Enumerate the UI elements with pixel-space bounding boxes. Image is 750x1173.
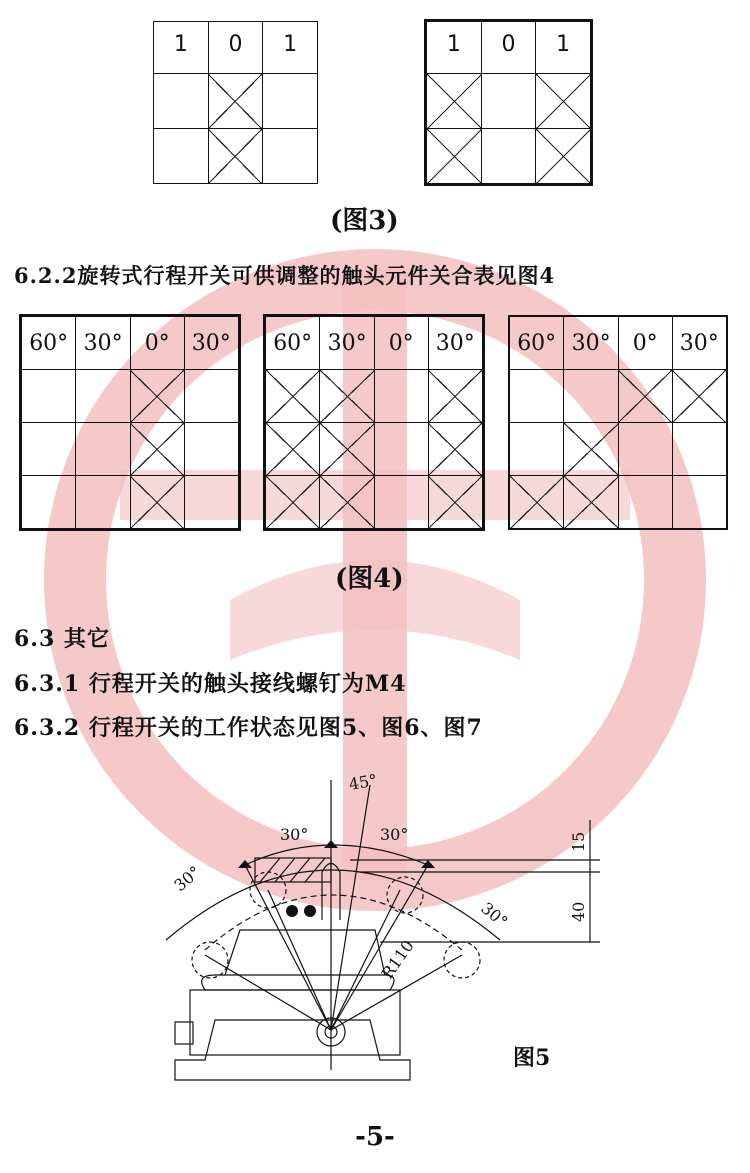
contact-closed-mark <box>266 476 320 529</box>
contact-closed-mark <box>428 370 482 423</box>
grid-cell <box>672 423 726 476</box>
fig5-angle-30-top-left: 30° <box>280 825 309 844</box>
contact-closed-mark <box>536 74 591 129</box>
contact-closed-mark <box>208 129 263 184</box>
page-number: -5- <box>355 1122 395 1152</box>
grid-cell <box>76 423 130 476</box>
grid-cell <box>374 423 428 476</box>
fig4-grid-c <box>509 316 727 529</box>
fig5-angle-45: 45° <box>347 770 379 794</box>
contact-closed-mark <box>672 370 726 423</box>
contact-closed-mark <box>564 423 618 476</box>
contact-closed-mark <box>510 476 564 529</box>
grid-cell <box>154 129 209 184</box>
fig4-header-cell: 30° <box>184 317 238 370</box>
fig3-left-header-cell: 1 <box>263 22 318 74</box>
fig3-left-header-cell: 0 <box>208 22 263 74</box>
fig3-right-grid <box>426 21 591 184</box>
fig4-header-cell: 30° <box>76 317 130 370</box>
fig4-header-cell: 60° <box>22 317 76 370</box>
section-6-3-1: 6.3.1 行程开关的触头接线螺钉为M4 <box>14 671 407 697</box>
fig4-caption: (图4) <box>335 564 404 594</box>
contact-closed-mark <box>427 129 482 184</box>
grid-cell <box>374 370 428 423</box>
grid-cell <box>263 129 318 184</box>
grid-cell <box>618 476 672 529</box>
fig4-header-cell: 60° <box>510 317 564 370</box>
grid-cell <box>22 423 76 476</box>
fig3-right-header-cell: 0 <box>481 22 536 74</box>
fig5-label: 图5 <box>513 1045 551 1071</box>
grid-cell <box>184 476 238 529</box>
grid-cell <box>263 74 318 129</box>
contact-closed-mark <box>320 476 374 529</box>
contact-closed-mark <box>320 423 374 476</box>
fig4-header-cell: 30° <box>428 317 482 370</box>
fig4-header-cell: 60° <box>266 317 320 370</box>
fig4-grid-b <box>265 316 483 529</box>
grid-cell <box>184 370 238 423</box>
fig3-caption: (图3) <box>330 206 399 236</box>
grid-cell <box>76 476 130 529</box>
section-6-3-2: 6.3.2 行程开关的工作状态见图5、图6、图7 <box>14 715 483 741</box>
grid-cell <box>618 423 672 476</box>
grid-cell <box>510 370 564 423</box>
fig4-header-cell: 0° <box>130 317 184 370</box>
fig5-drawing <box>0 760 750 1100</box>
contact-closed-mark <box>427 74 482 129</box>
fig5-angle-30-top-right: 30° <box>380 825 409 844</box>
section-6-3: 6.3 其它 <box>14 626 110 652</box>
grid-cell <box>481 74 536 129</box>
contact-closed-mark <box>266 370 320 423</box>
fig5-dim-15: 15 <box>569 831 588 852</box>
contact-closed-mark <box>208 74 263 129</box>
fig3-right-header-cell: 1 <box>536 22 591 74</box>
contact-closed-mark <box>618 370 672 423</box>
fig4-header-cell: 30° <box>672 317 726 370</box>
fig3-right-header-cell: 1 <box>427 22 482 74</box>
grid-cell <box>22 370 76 423</box>
grid-cell <box>184 423 238 476</box>
contact-closed-mark <box>428 476 482 529</box>
fig5-radius-label: R110 <box>377 936 418 983</box>
contact-closed-mark <box>130 476 184 529</box>
contact-closed-mark <box>266 423 320 476</box>
fig5-dim-40: 40 <box>569 901 588 922</box>
grid-cell <box>672 476 726 529</box>
contact-closed-mark <box>320 370 374 423</box>
fig4-header-cell: 0° <box>374 317 428 370</box>
fig4-header-cell: 30° <box>564 317 618 370</box>
contact-closed-mark <box>428 423 482 476</box>
fig5-angle-30-left: 30° <box>170 862 205 896</box>
fig3-left-grid <box>153 21 318 184</box>
grid-cell <box>154 74 209 129</box>
grid-cell <box>564 370 618 423</box>
grid-cell <box>510 423 564 476</box>
contact-closed-mark <box>130 423 184 476</box>
contact-closed-mark <box>564 476 618 529</box>
fig4-grid-a <box>21 316 239 529</box>
grid-cell <box>481 129 536 184</box>
fig4-header-cell: 30° <box>320 317 374 370</box>
grid-cell <box>76 370 130 423</box>
fig5-angle-30-right: 30° <box>477 898 512 932</box>
grid-cell <box>22 476 76 529</box>
section-6-2-2: 6.2.2旋转式行程开关可供调整的触头元件关合表见图4 <box>14 263 556 288</box>
fig4-header-cell: 0° <box>618 317 672 370</box>
grid-cell <box>374 476 428 529</box>
fig3-left-header-cell: 1 <box>154 22 209 74</box>
contact-closed-mark <box>130 370 184 423</box>
contact-closed-mark <box>536 129 591 184</box>
